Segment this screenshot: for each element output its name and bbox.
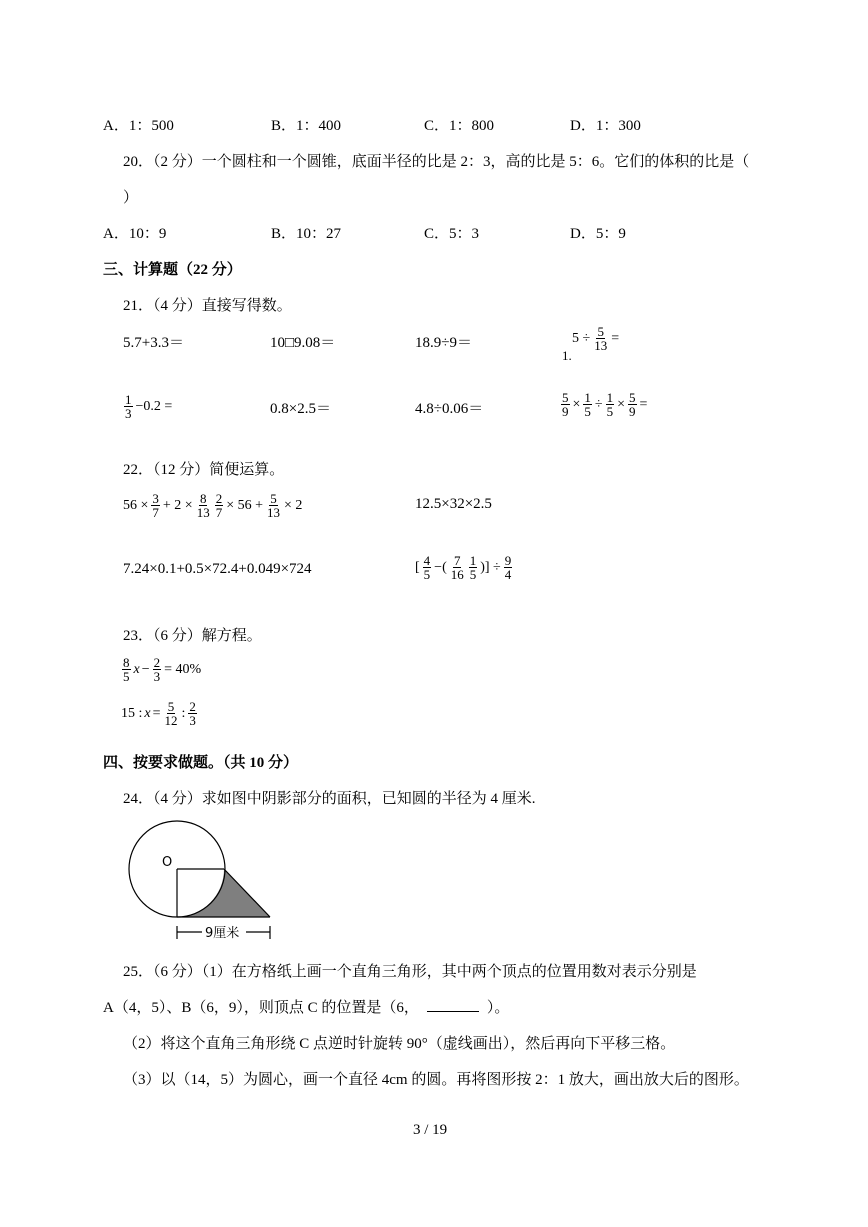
q21-item-3: 18.9÷9＝: [415, 335, 472, 351]
q25-line-2: A（4，5）、B（6，9），则顶点 C 的位置是（6， ）。: [103, 1000, 510, 1016]
circle-shaded-figure: [120, 818, 280, 948]
q25-line-3: （2）将这个直角三角形绕 C 点逆时针旋转 90°（虚线画出），然后再向下平移三格。: [123, 1036, 676, 1052]
q21-item-8: $\frac{5}{9}$ × $\frac{1}{5}$ ÷ $\frac{1}{5}$ × $\frac{5}{9}$ =: [562, 390, 648, 419]
fraction: $\frac{5}{13}$: [594, 324, 608, 353]
section-4-heading: 四、按要求做题。（共 10 分）: [103, 755, 299, 771]
q21-item-6: 0.8×2.5＝: [270, 401, 331, 417]
q22-expr-3: 7.24×0.1+0.5×72.4+0.049×724: [123, 561, 312, 577]
q21-stem: 21．（4 分）直接写得数。: [123, 298, 292, 314]
q21-item-4-mark: 1.: [562, 348, 572, 363]
q20-stem-close: ）: [123, 190, 139, 206]
q22-expr-2: 12.5×32×2.5: [415, 496, 492, 512]
q19-option-c: C．1：800: [424, 118, 495, 134]
q19-option-b: B．1：400: [271, 118, 342, 134]
q20-option-c: C．5：3: [424, 226, 480, 242]
q21-item-7: 4.8÷0.06＝: [415, 401, 484, 417]
q20-option-b: B．10：27: [271, 226, 342, 242]
q20-stem: 20．（2 分）一个圆柱和一个圆锥，底面半径的比是 2：3，高的比是 5：6。它们的体积的比是（: [123, 154, 750, 170]
dimension-label: 9厘米: [205, 926, 240, 941]
q25-line-4: （3）以（14，5）为圆心，画一个直径 4cm 的圆。再将图形按 2：1 放大，画出放大后的图形。: [123, 1072, 749, 1088]
fraction: $\frac{1}{3}$: [125, 392, 132, 421]
q23-stem: 23．（6 分）解方程。: [123, 628, 262, 644]
q22-stem: 22．（12 分）简便运算。: [123, 462, 285, 478]
q20-option-d: D．5：9: [570, 226, 626, 242]
q22-expr-1: 56 × $\frac{3}{7}$ + 2 × $\frac{8}{13}$ $\frac{2}{7}$ × 56 + $\frac{5}{13}$ × 2: [123, 491, 303, 520]
q21-item-4: 5 ÷ $\frac{5}{13}$ =: [572, 324, 620, 353]
q23-equation-1: $\frac{8}{5}$ x − $\frac{2}{3}$ = 40%: [123, 655, 202, 684]
center-label: O: [162, 855, 173, 870]
q19-option-a: A．1：500: [103, 118, 174, 134]
q24-stem: 24．（4 分）求如图中阴影部分的面积，已知圆的半径为 4 厘米.: [123, 791, 536, 807]
q21-item-5: $\frac{1}{3}$ −0.2 =: [125, 392, 173, 421]
q23-equation-2: 15 : x = $\frac{5}{12}$ : $\frac{2}{3}$: [121, 699, 196, 728]
q21-item-2: 10□9.08＝: [270, 335, 336, 351]
q21-item-1: 5.7+3.3＝: [123, 335, 184, 351]
page-number: 3 / 19: [413, 1122, 448, 1138]
q19-option-d: D．1：300: [570, 118, 641, 134]
section-3-heading: 三、计算题（22 分）: [103, 262, 242, 278]
answer-blank: [427, 999, 479, 1012]
q22-expr-4: [ $\frac{4}{5}$ −( $\frac{7}{16}$ $\frac{1}{5}$ )] ÷ $\frac{9}{4}$: [415, 553, 512, 582]
q25-line-1: 25．（6 分）（1）在方格纸上画一个直角三角形，其中两个顶点的位置用数对表示分别是: [123, 964, 697, 980]
q20-option-a: A．10：9: [103, 226, 167, 242]
